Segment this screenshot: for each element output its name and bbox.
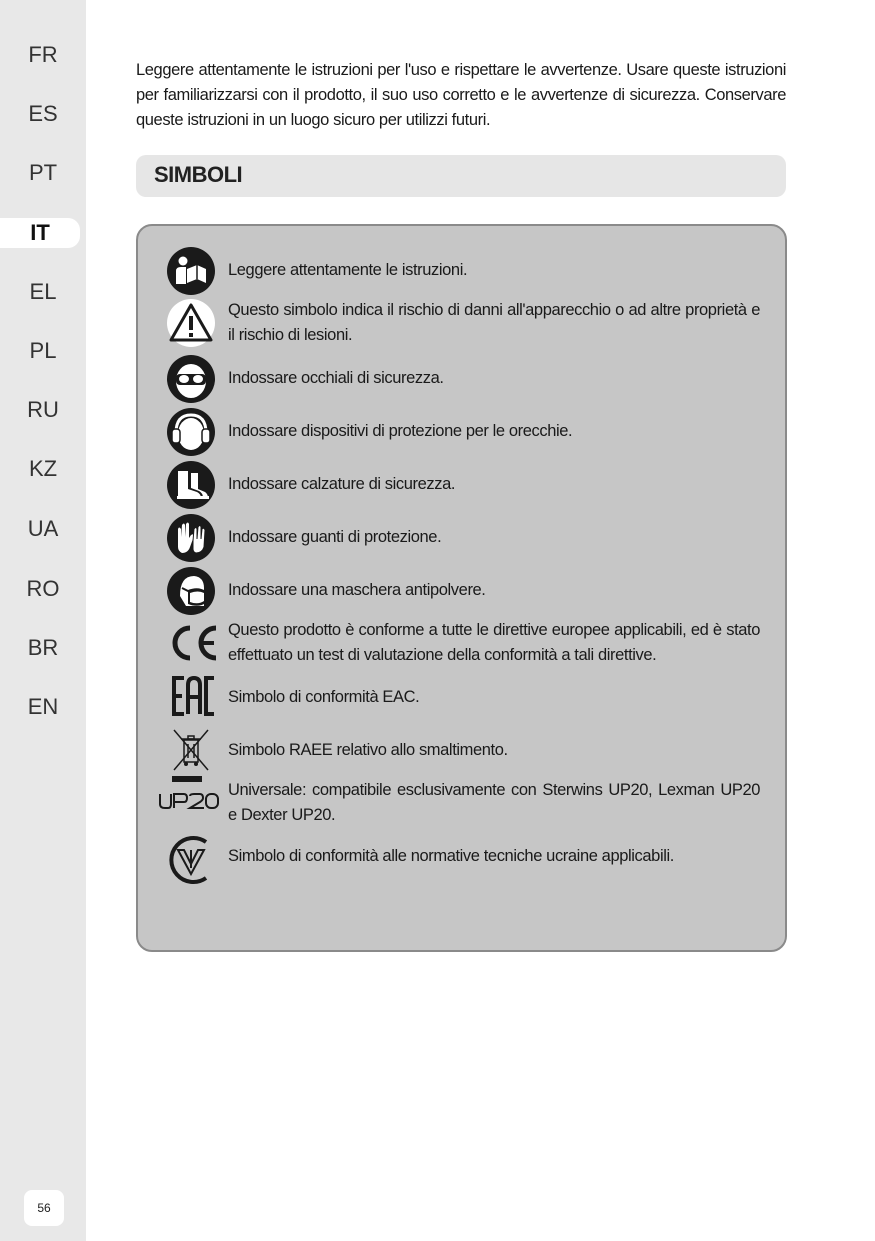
symbol-description: Indossare calzature di sicurezza. [228,475,456,493]
symbol-description: Indossare dispositivi di protezione per le orecchie. [228,422,573,440]
symbol-description: Indossare guanti di protezione. [228,528,442,546]
dust-mask-icon [166,566,216,616]
intro-paragraph: Leggere attentamente le istruzioni per l'uso e rispettare le avvertenze. Usare queste istruzioni per familiarizzarsi con il prodotto, il suo uso corretto e le avvertenze di sicurezza. Conservare queste istruzioni in un luogo sicuro per utilizzi futuri. [136,61,786,129]
protective-gloves-icon [166,513,216,563]
page-number: 56 [24,1190,64,1226]
lang-tab-it[interactable]: IT [0,218,80,248]
lang-tab-pt[interactable]: PT [28,160,58,185]
eac-mark-text: EAC [166,673,169,674]
symbol-description: Simbolo di conformità alle normative tecniche ucraine applicabili. [228,847,674,865]
symbol-description: Questo prodotto è conforme a tutte le direttive europee applicabili, ed è stato effettuato un test di valutazione della conformità a tali direttive. [228,621,760,664]
warning-triangle-icon [166,298,216,348]
safety-boots-icon [166,460,216,510]
symbol-description: Indossare occhiali di sicurezza. [228,369,444,387]
lang-tab-en[interactable]: EN [27,694,59,719]
lang-tab-ua[interactable]: UA [27,516,59,541]
section-header [136,155,786,197]
lang-tab-el[interactable]: EL [29,279,57,304]
up20-logo-icon [156,776,220,826]
symbol-description: Questo simbolo indica il rischio di danni all'apparecchio o ad altre proprietà e il rischio di lesioni. [228,301,760,344]
lang-tab-fr[interactable]: FR [28,42,58,67]
ukrainian-conformity-icon [166,832,216,882]
symbol-description: Universale: compatibile esclusivamente con Sterwins UP20, Lexman UP20 e Dexter UP20. [228,781,760,824]
ce-mark-icon [166,618,216,668]
symbols-panel [136,224,787,952]
language-sidebar [0,0,86,1241]
read-manual-icon [166,246,216,296]
lang-tab-ru[interactable]: RU [27,397,59,422]
ce-mark-text: CE [166,618,168,619]
symbol-description: Simbolo di conformità EAC. [228,688,420,706]
symbol-description: Simbolo RAEE relativo allo smaltimento. [228,741,508,759]
ear-protection-icon [166,407,216,457]
lang-tab-kz[interactable]: KZ [28,456,58,481]
weee-bin-icon [166,726,216,776]
up20-logo-text: UP20 [156,776,159,777]
eac-mark-icon [166,673,216,723]
safety-glasses-icon [166,354,216,404]
lang-tab-ro[interactable]: RO [26,576,60,601]
lang-tab-pl[interactable]: PL [29,338,57,363]
symbol-description: Indossare una maschera antipolvere. [228,581,486,599]
symbol-description: Leggere attentamente le istruzioni. [228,261,468,279]
section-title: SIMBOLI [154,162,243,187]
lang-tab-es[interactable]: ES [28,101,58,126]
lang-tab-br[interactable]: BR [27,635,59,660]
